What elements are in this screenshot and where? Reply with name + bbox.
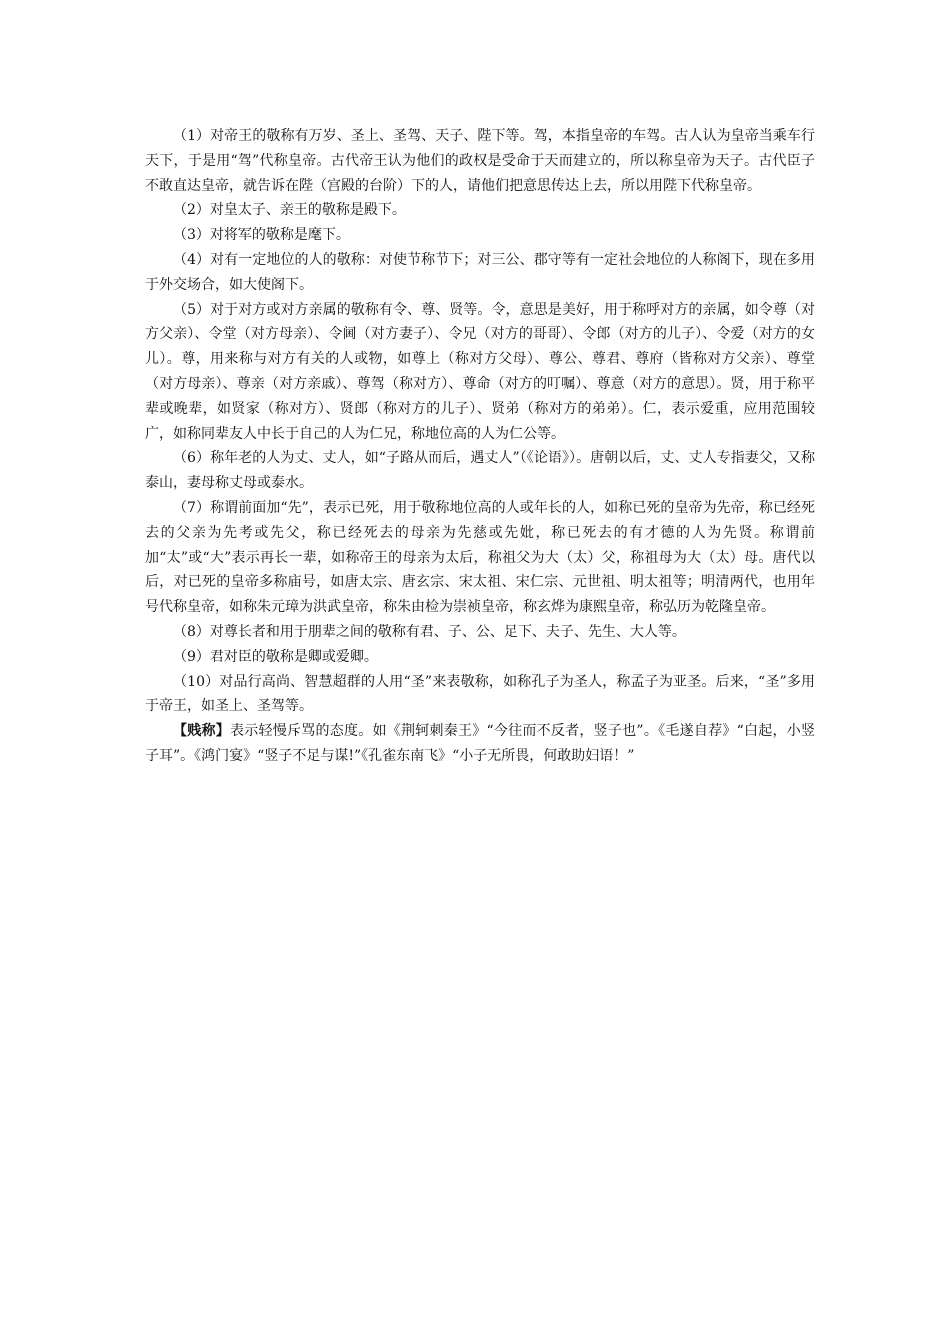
paragraph-5: （5）对于对方或对方亲属的敬称有令、尊、贤等。令，意思是美好，用于称呼对方的亲属，如令尊（对方父亲）、令堂（对方母亲）、令阃（对方妻子）、令兄（对方的哥哥）、令郎（对方的儿子）、令爱（对方的女儿）。尊，用来称与对方有关的人或物，如尊上（称对方父母）、尊公、尊君、尊府（皆称对方父亲）、尊堂（对方母亲）、尊亲（对方亲戚）、尊驾（称对方）、尊命（对方的叮嘱）、尊意（对方的意思）。贤，用于称平辈或晚辈，如贤家（称对方）、贤郎（称对方的儿子）、贤弟（称对方的弟弟）。仁，表示爱重，应用范围较广，如称同辈友人中长于自己的人为仁兄，称地位高的人为仁公等。: [145, 301, 815, 442]
paragraph-jiancheng: [145, 719, 815, 769]
paragraph-7: （7）称谓前面加“先”，表示已死，用于敬称地位高的人或年长的人，如称已死的皇帝为先帝，称已经死去的父亲为先考或先父，称已经死去的母亲为先慈或先妣，称已死去的有才德的人为先贤。称谓前加“太”或“大”表示再长一辈，如称帝王的母亲为太后，称祖父为大（太）父，称祖母为大（太）母。唐代以后，对已死的皇帝多称庙号，如唐太宗、唐玄宗、宋太祖、宋仁宗、元世祖、明太祖等；明清两代，也用年号代称皇帝，如称朱元璋为洪武皇帝，称朱由检为崇祯皇帝，称玄烨为康熙皇帝，称弘历为乾隆皇帝。: [145, 499, 815, 616]
paragraph-3: （3）对将军的敬称是麾下。: [173, 227, 350, 244]
paragraph-4: （4）对有一定地位的人的敬称：对使节称节下；对三公、郡守等有一定社会地位的人称阁下，现在多用于外交场合，如大使阁下。: [145, 251, 815, 293]
paragraph-2: （2）对皇太子、亲王的敬称是殿下。: [173, 202, 406, 219]
document-body: [145, 124, 815, 769]
jiancheng-heading: 【贱称】: [173, 723, 231, 740]
paragraph-1: （1）对帝王的敬称有万岁、圣上、圣驾、天子、陛下等。驾，本指皇帝的车驾。古人认为皇帝当乘车行天下，于是用“驾”代称皇帝。古代帝王认为他们的政权是受命于天而建立的，所以称皇帝为天子。古代臣子不敢直达皇帝，就告诉在陛（宫殿的台阶）下的人，请他们把意思传达上去，所以用陛下代称皇帝。: [145, 128, 815, 194]
paragraph-10: （10）对品行高尚、智慧超群的人用“圣”来表敬称，如称孔子为圣人，称孟子为亚圣。后来，“圣”多用于帝王，如圣上、圣驾等。: [145, 673, 815, 715]
paragraph-8: （8）对尊长者和用于朋辈之间的敬称有君、子、公、足下、夫子、先生、大人等。: [173, 623, 686, 640]
paragraph-9: （9）君对臣的敬称是卿或爱卿。: [173, 648, 378, 665]
paragraph-6: （6）称年老的人为丈、丈人，如“子路从而后，遇丈人”（《论语》）。唐朝以后，丈、丈人专指妻父，又称泰山，妻母称丈母或泰水。: [145, 450, 815, 492]
jiancheng-text: 表示轻慢斥骂的态度。如《荆轲刺秦王》“今往而不反者，竖子也”。《毛遂自荐》“白起，小竖子耳”。《鸿门宴》“竖子不足与谋!”《孔雀东南飞》“小子无所畏，何敢助妇语！”: [145, 723, 815, 764]
